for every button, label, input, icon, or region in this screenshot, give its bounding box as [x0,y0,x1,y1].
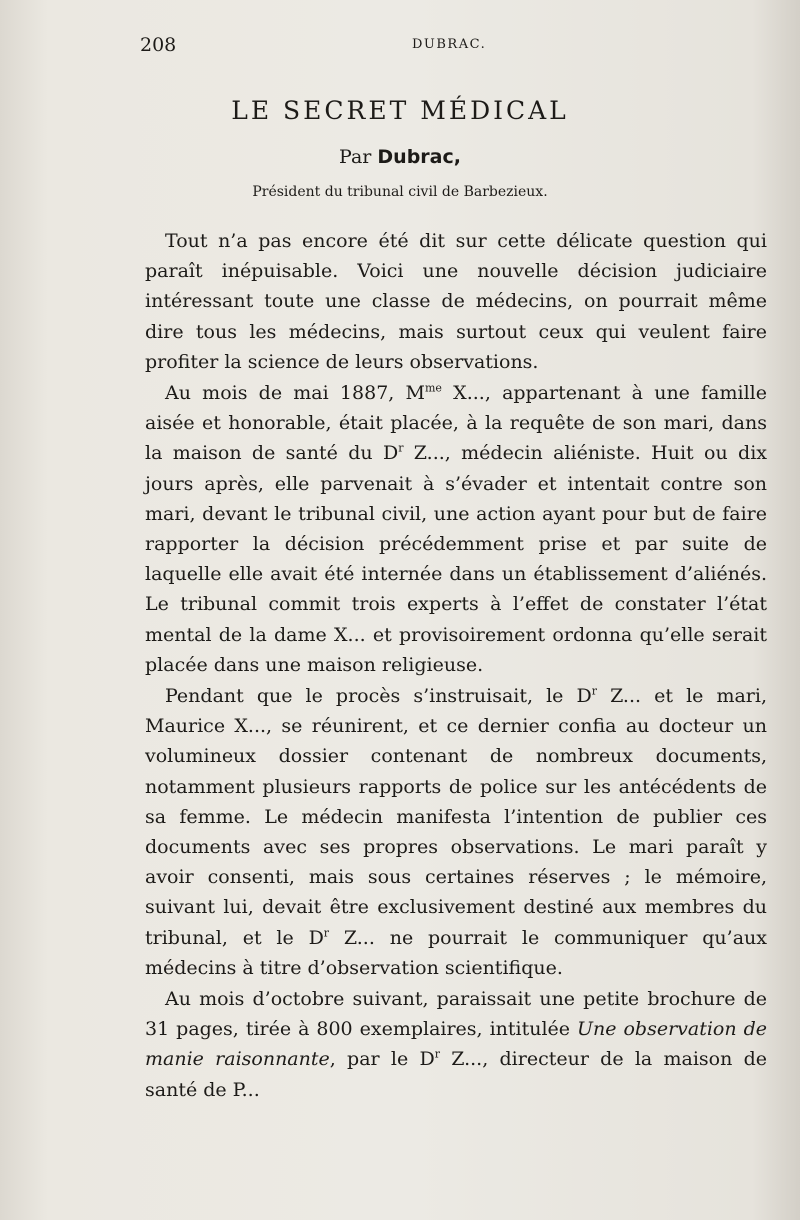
byline-prefix: Par [339,146,372,168]
article-title: LE SECRET MÉDICAL [231,96,569,125]
superscript: r [434,1048,440,1062]
superscript: r [398,442,404,456]
text-run: Z..., directeur de la maison de santé de P... [145,1048,767,1101]
text-run: X..., appartenant à une famille aisée et honorable, était placée, à la requête de son mari, dans la maison de santé du D [145,382,767,465]
page-number: 208 [140,34,177,56]
paragraph-3 [145,681,767,983]
article-body [145,226,767,1105]
text-run: Au mois d’octobre suivant, paraissait une petite brochure de 31 pages, tirée à 800 exemplaires, intitulée [145,988,767,1041]
paragraph-4 [145,984,767,1105]
paragraph-2 [145,378,767,680]
text-run: Au mois de mai 1887, M [165,382,425,405]
running-head [0,34,800,64]
text-run: Z..., médecin aliéniste. Huit ou dix jours après, elle parvenait à s’évader et intentait contre son mari, devant le tribunal civil, une action ayant pour but de faire rapporter la décision précédemment prise et par suite de laquelle elle avait été internée dans un établissement d’aliénés. Le tribunal commit trois experts à l’effet de constater l’état mental de la dame X... et provisoirement ordonna qu’elle serait placée dans une maison religieuse. [145,442,767,676]
superscript: r [323,926,330,940]
text-run: Z... et le mari, Maurice X..., se réunirent, et ce dernier confia au docteur un volumineux dossier contenant de nombreux documents, notamment plusieurs rapports de police sur les antécédents de sa femme. Le médecin manifesta l’intention de publier ces documents avec ses propres observations. Le mari paraît y avoir consenti, mais sous certaines réserves ; le mémoire, suivant lui, devait être exclusivement destiné aux membres du tribunal, et le D [145,685,767,949]
author-name: Dubrac, [377,146,461,168]
text-run: , par le D [329,1048,435,1071]
byline [0,146,800,168]
author-affiliation: Président du tribunal civil de Barbezieux. [252,184,548,200]
text-run: Z... ne pourrait le communiquer qu’aux médecins à titre d’observation scientifique. [145,926,767,979]
superscript: r [591,684,597,698]
paragraph-1: Tout n’a pas encore été dit sur cette délicate question qui paraît inépuisable. Voici une nouvelle décision judiciaire intéressant toute une classe de médecins, on pourrait même dire tous les médecins, mais surtout ceux qui veulent faire profiter la science de leurs observations. [145,230,767,373]
brochure-title: Une observation de manie raisonnante [145,1018,767,1071]
superscript: me [425,381,442,395]
running-title: DUBRAC. [412,37,487,52]
text-run: Pendant que le procès s’instruisait, le D [165,685,592,708]
